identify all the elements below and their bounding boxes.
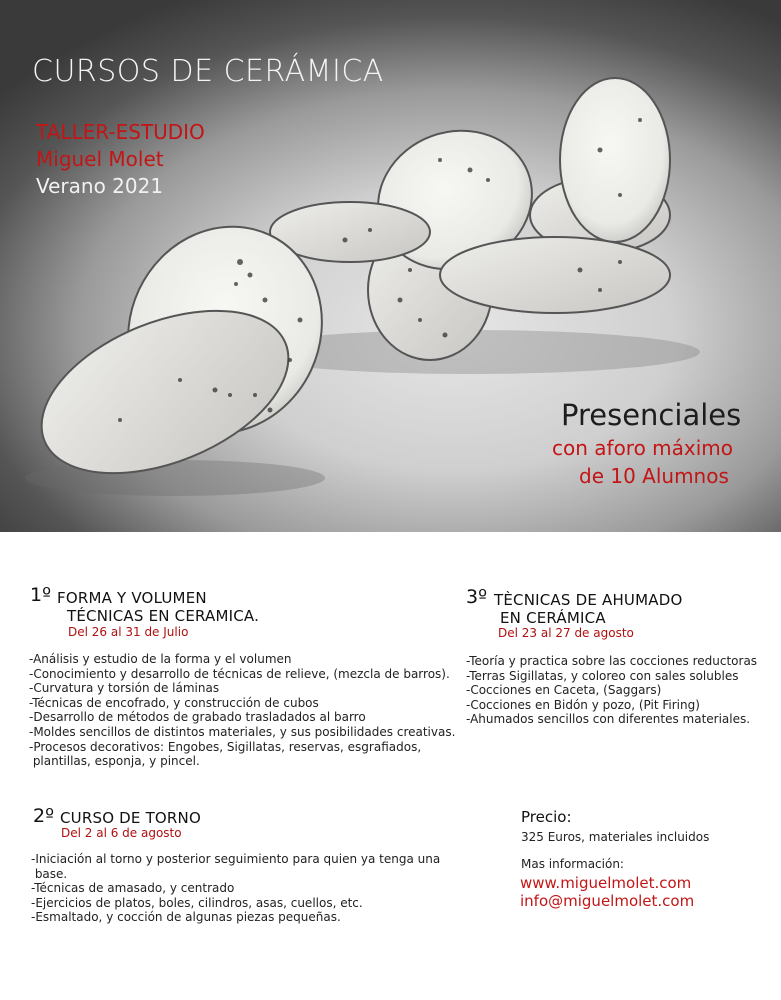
list-item: -Análisis y estudio de la forma y el volumen	[29, 652, 292, 666]
list-item: -Esmaltado, y cocción de algunas piezas pequeñas.	[31, 910, 341, 925]
list-item: -Técnicas de amasado, y centrado	[31, 881, 235, 896]
list-item: -Desarrollo de métodos de grabado trasladados al barro	[29, 710, 366, 725]
course-1-title-line-1: FORMA Y VOLUMEN	[57, 589, 207, 607]
list-item: -Iniciación al torno y posterior seguimiento para quien ya tenga una	[31, 852, 441, 866]
course-2-title: CURSO DE TORNO	[60, 809, 201, 827]
course-1-title-line-2: TÉCNICAS EN CERAMICA.	[67, 607, 260, 625]
list-item: -Ejercicios de platos, boles, cilindros, asas, cuellos, etc.	[31, 895, 363, 910]
course-2-dates: Del 2 al 6 de agosto	[61, 826, 182, 840]
price-value: 325 Euros, materiales incluidos	[521, 830, 710, 844]
course-1-number: 1º	[30, 584, 52, 606]
list-item: -Terras Sigillatas, y coloreo con sales solubles	[466, 668, 739, 683]
course-3-title-line-1: TÈCNICAS DE AHUMADO	[494, 591, 683, 609]
season-label: Verano 2021	[36, 174, 164, 198]
course-3-topics	[466, 654, 757, 727]
course-2-number: 2º	[33, 805, 55, 827]
list-item: -Cocciones en Caceta, (Saggars)	[466, 683, 662, 698]
price-heading: Precio:	[521, 808, 572, 826]
list-item: -Cocciones en Bidón y pozo, (Pit Firing)	[466, 697, 700, 712]
presencial-heading: Presenciales	[561, 398, 742, 432]
course-3-number: 3º	[466, 586, 488, 608]
list-item: -Teoría y practica sobre las cocciones reductoras	[466, 654, 758, 668]
more-info-label: Mas información:	[521, 857, 624, 871]
website-link[interactable]: www.miguelmolet.com	[520, 874, 692, 892]
list-item: -Técnicas de encofrado, y construcción de cubos	[29, 695, 319, 710]
list-item: base.	[31, 866, 68, 881]
list-item: -Ahumados sencillos con diferentes materiales.	[466, 712, 751, 727]
capacity-line-2: de 10 Alumnos	[579, 464, 729, 488]
studio-label: TALLER-ESTUDIO	[36, 120, 205, 144]
artist-name: Miguel Molet	[36, 147, 164, 171]
list-item: -Moldes sencillos de distintos materiales, y sus posibilidades creativas.	[29, 724, 456, 739]
course-3-dates: Del 23 al 27 de agosto	[498, 626, 634, 640]
email-link[interactable]: info@miguelmolet.com	[520, 892, 695, 910]
course-1-dates: Del 26 al 31 de Julio	[68, 625, 189, 639]
course-1-topics	[29, 652, 455, 769]
course-2-topics	[31, 852, 440, 925]
page-title: CURSOS DE CERÁMICA	[32, 54, 384, 89]
list-item: plantillas, esponja, y pincel.	[29, 754, 200, 769]
list-item: -Curvatura y torsión de láminas	[29, 681, 220, 696]
list-item: -Conocimiento y desarrollo de técnicas de relieve, (mezcla de barros).	[29, 666, 450, 681]
capacity-line-1: con aforo máximo	[552, 436, 734, 460]
list-item: -Procesos decorativos: Engobes, Sigillatas, reservas, esgrafiados,	[29, 739, 422, 754]
course-3-title-line-2: EN CERÁMICA	[500, 609, 606, 627]
